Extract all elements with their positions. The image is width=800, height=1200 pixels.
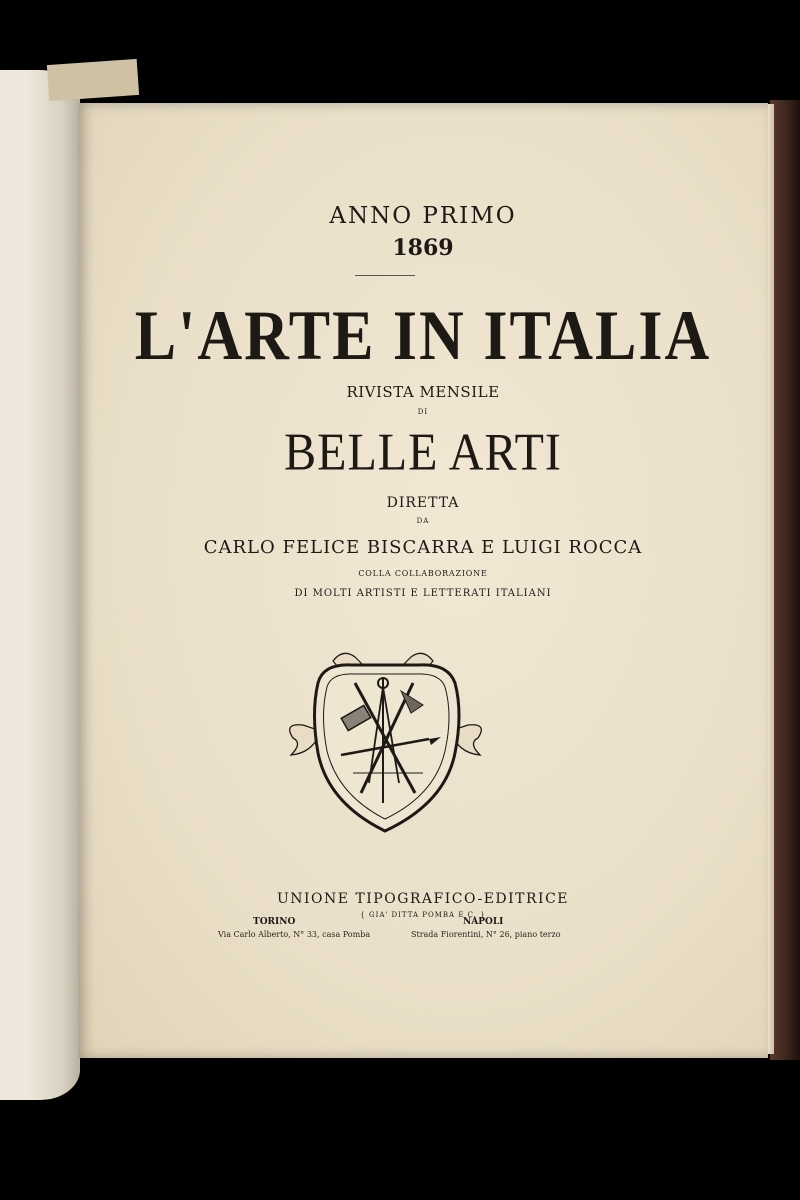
volume-label: ANNO PRIMO xyxy=(329,203,517,229)
contributors: DI MOLTI ARTISTI E LETTERATI ITALIANI xyxy=(294,588,552,599)
divider-rule xyxy=(355,275,415,276)
city-napoli: NAPOLI xyxy=(463,917,504,927)
subtitle: RIVISTA MENSILE xyxy=(346,383,500,401)
authors: CARLO FELICE BISCARRA E LUIGI ROCCA xyxy=(203,537,643,558)
address-torino: Via Carlo Alberto, N° 33, casa Pomba xyxy=(218,930,371,939)
da-label: DA xyxy=(416,517,430,525)
collaboration-label: COLLA COLLABORAZIONE xyxy=(358,569,488,578)
book-cover-edge xyxy=(770,100,800,1060)
di-label: DI xyxy=(417,408,429,416)
publisher-note: { GIA' DITTA POMBA E C. } xyxy=(360,911,486,919)
address-napoli: Strada Fiorentini, N° 26, piano terzo xyxy=(411,930,561,939)
page-title: L'ARTE IN ITALIA xyxy=(134,296,712,376)
subject-heading: BELLE ARTI xyxy=(284,423,562,482)
city-torino: TORINO xyxy=(253,917,296,927)
publisher: UNIONE TIPOGRAFICO-EDITRICE xyxy=(276,891,570,907)
paper-scrap xyxy=(47,59,139,101)
arts-shield-emblem-icon xyxy=(283,643,488,843)
diretta-label: DIRETTA xyxy=(386,495,460,511)
year: 1869 xyxy=(392,235,454,261)
title-page xyxy=(78,103,768,1058)
left-facing-page xyxy=(0,70,80,1100)
